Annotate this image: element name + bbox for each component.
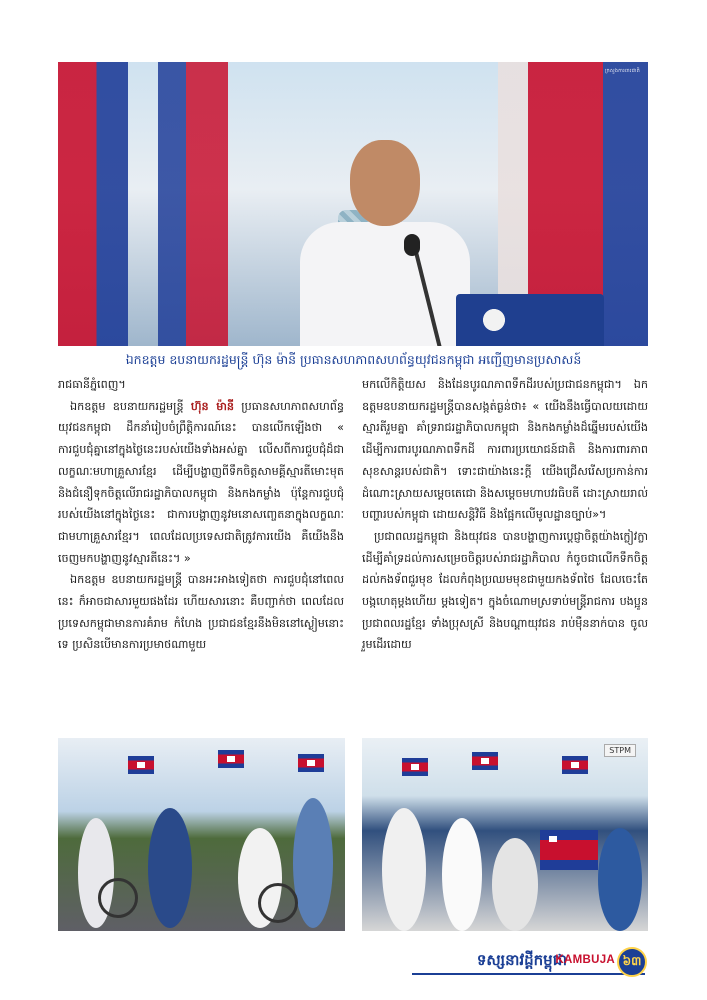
marcher bbox=[442, 818, 482, 931]
flag bbox=[218, 750, 244, 768]
text-column-left bbox=[58, 374, 344, 656]
speaker-body bbox=[300, 222, 470, 346]
speaker-head bbox=[350, 140, 420, 226]
paragraph: មកលើកិត្តិយស និងដែនបូរណភាពទឹកដីរបស់ប្រជាជនកម្ពុជា។ ឯកឧត្តមឧបនាយករដ្ឋមន្ត្រីបានសង្កត់ធ្ងន់ថា៖ « យើងនឹងធ្វើបាលយដោយស្មារតីរួមគ្នា គាំទ្ររាជរដ្ឋាភិបាលកម្ពុជា និងកងកម្លាំងដ៏ឆ្នើមរបស់យើង ដើម្បីការពារបូរណភាពទឹកដី ការពារប្រយោជន៍ជាតិ និងការពារភាពសុខសាន្តរបស់ជាតិ។ ទោះជាយ៉ាងនេះក្តី យើងជ្រើសរើសប្រកាន់ការដំណោះស្រាយសម្តេចតេជោ និងសម្តេចមហាបវរធិបតី ដោះស្រាយរាល់បញ្ហារបស់កម្ពុជា ដោយសន្តិវិធី និងផ្អែកលើមូលដ្ឋានច្បាប់»។ bbox=[362, 378, 648, 522]
flag bbox=[472, 752, 498, 770]
bottom-photo-crowd-march bbox=[362, 738, 648, 931]
flag-left-2 bbox=[158, 62, 228, 346]
top-photo-speaker bbox=[58, 62, 648, 346]
podium-logo bbox=[464, 300, 524, 340]
wheelchair-wheel bbox=[98, 878, 138, 918]
flag bbox=[402, 758, 428, 776]
page-number: ៦៣ bbox=[617, 947, 647, 977]
text-column-right bbox=[362, 374, 648, 656]
flag bbox=[128, 756, 154, 774]
flag bbox=[562, 756, 588, 774]
marcher bbox=[492, 838, 538, 931]
wheelchair-wheel bbox=[258, 883, 298, 923]
flag bbox=[540, 830, 598, 870]
flag-left bbox=[58, 62, 128, 346]
paragraph bbox=[58, 396, 344, 570]
name-emphasis: ហ៊ុន ម៉ានី bbox=[190, 399, 234, 413]
paragraph: ប្រជាពលរដ្ឋកម្ពុជា និងយុវជន បានបង្ហាញការប្តេជ្ញាចិត្តយ៉ាងក្លៀវក្លា ដើម្បីគាំទ្រដល់ការសម្រេចចិត្តរបស់រាជរដ្ឋាភិបាល កំចូចជាលើកទឹកចិត្តដល់កងទ័ពជួរមុខ ដែលកំពុងប្រឈមមុខជាមួយកងទ័ពថៃ ដែលចេះតែបង្កហេតុម្តងហើយ ម្តងទៀត។ ក្នុងចំណោមស្រទាប់មន្ត្រីរាជការ បងប្អូនប្រជាពលរដ្ឋខ្មែរ ទាំងប្រុសស្រី និងបណ្តាយុវជន រាប់ម៉ឺននាក់បាន ចូលរួមដើរដោយ bbox=[362, 529, 648, 652]
magazine-brand: KAMBUJA bbox=[555, 954, 615, 966]
marcher bbox=[293, 798, 333, 928]
marcher bbox=[382, 808, 426, 931]
street-sign: STPM bbox=[604, 744, 636, 757]
paragraph: រាជធានីភ្នំពេញ។ bbox=[58, 378, 126, 391]
footer-divider bbox=[412, 973, 645, 975]
bottom-photo-wheelchair-march bbox=[58, 738, 345, 931]
photo-watermark: ក្រសួងការពារជាតិ bbox=[604, 68, 640, 74]
text-run: ឯកឧត្តម ឧបនាយករដ្ឋមន្ត្រី bbox=[70, 399, 191, 413]
text-run: ប្រធានសហភាពសហព័ន្ធយុវជនកម្ពុជា ដឹកនាំរៀបចំព្រឹត្តិការណ៍នេះ បានលើកឡើងថា « ការជួបជុំគ្នានៅក្នុងថ្ងៃនេះរបស់យើងទាំងអស់គ្នា លើសពីការជួបជុំដ៏ជាលក្ខណៈមហាគ្រួសារខ្មែរ ដើម្បីបង្ហាញពីទឹកចិត្តសាមគ្គីស្មារតីមោះមុត និងជំនឿទុកចិត្តលើរាជរដ្ឋាភិបាលកម្ពុជា និងកងកម្លាំង ប៉ុន្តែការជួបជុំរបស់យើងនៅក្នុងថ្ងៃនេះ ជាការបង្ហាញនូវមនោសញ្ចេតនាក្នុងលក្ខណៈជាមហាគ្រួសារខ្មែរ។ ពេលដែលប្រទេសជាតិត្រូវការយើង គឺយើងនឹងចេញមកបង្ហាញនូវស្មារតីនេះ។ » bbox=[58, 399, 345, 565]
photo-caption: ឯកឧត្តម ឧបនាយករដ្ឋមន្ត្រី ហ៊ុន ម៉ានី ប្រធានសហភាពសហព័ន្ធយុវជនកម្ពុជា អញ្ជើញមានប្រសាសន៍ bbox=[125, 352, 582, 367]
magazine-title: ទស្សនាវដ្តីកម្ពុជា bbox=[476, 951, 567, 969]
paragraph: ឯកឧត្តម ឧបនាយករដ្ឋមន្ត្រី បានអះអាងទៀតថា ការជួបជុំនៅពេលនេះ ក៏អាចជាសារមួយផងដែរ ហើយសារនោះ គឺបញ្ជាក់ថា ពេលដែលប្រទេសកម្ពុជាមានការគំរាម កំហែង ប្រជាជនខ្មែរនឹងមិននៅស្ងៀមនោះទេ ប្រសិនបើមានការប្រមាថណាមួយ bbox=[58, 573, 344, 652]
marcher bbox=[598, 828, 642, 931]
page-footer bbox=[0, 940, 707, 1000]
marcher bbox=[148, 808, 192, 928]
microphone-icon bbox=[404, 234, 420, 256]
flag bbox=[298, 754, 324, 772]
